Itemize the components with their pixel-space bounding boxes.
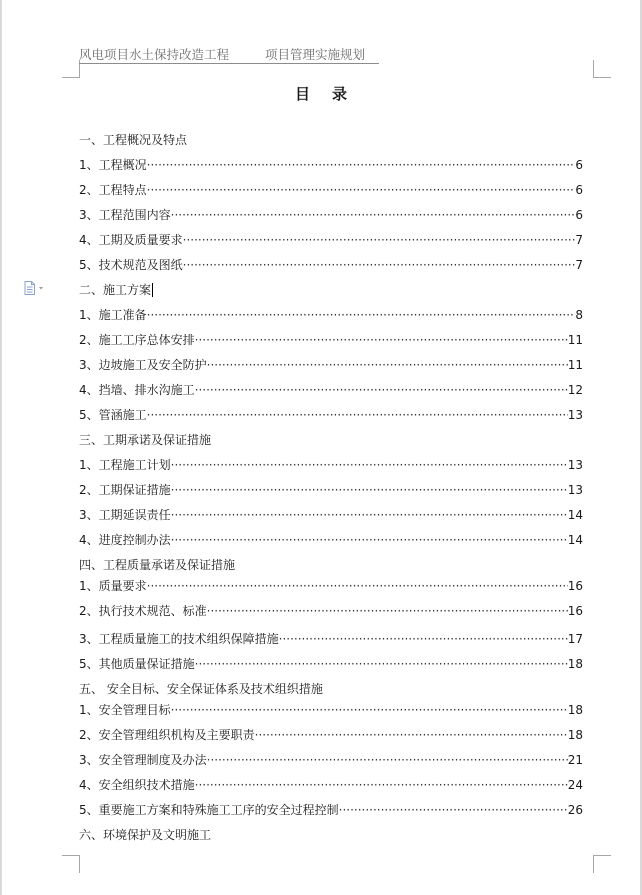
- toc-entry[interactable]: [79, 799, 583, 817]
- toc-entry-label: 1、工程概况: [79, 158, 147, 172]
- toc-entry-label: 3、工程质量施工的技术组织保障措施: [79, 632, 279, 646]
- toc-entry[interactable]: [79, 749, 583, 767]
- toc-entry-label: 1、安全管理目标: [79, 703, 171, 717]
- toc-dot-leader: [183, 258, 576, 272]
- toc-entry[interactable]: [79, 304, 583, 322]
- toc-dot-leader: [147, 408, 568, 422]
- toc-page-number: 8: [575, 308, 583, 322]
- toc-entry[interactable]: [79, 379, 583, 397]
- toc-section-heading[interactable]: [79, 429, 211, 447]
- toc-entry-label: 3、安全管理制度及办法: [79, 753, 207, 767]
- crop-mark-bottom-right: [593, 855, 611, 873]
- toc-dot-leader: [279, 632, 568, 646]
- toc-entry[interactable]: [79, 404, 583, 422]
- toc-page-number: 12: [567, 383, 583, 397]
- toc-section-label: 二、施工方案: [79, 283, 152, 297]
- toc-dot-leader: [171, 483, 568, 497]
- text-cursor: [152, 283, 153, 297]
- toc-entry[interactable]: [79, 600, 583, 618]
- toc-dot-leader: [183, 233, 576, 247]
- toc-page-number: 16: [567, 604, 583, 618]
- toc-section-label: 四、工程质量承诺及保证措施: [79, 558, 236, 572]
- toc-page-number: 18: [567, 703, 583, 717]
- toc-section-label: 五、 安全目标、安全保证体系及技术组织措施: [79, 682, 323, 696]
- toc-entry-label: 5、其他质量保证措施: [79, 657, 195, 671]
- document-options-icon[interactable]: [24, 280, 46, 294]
- page-edge-left: [0, 0, 2, 895]
- toc-entry-label: 3、边坡施工及安全防护: [79, 358, 207, 372]
- toc-dot-leader: [207, 604, 568, 618]
- toc-section-heading[interactable]: [79, 554, 235, 572]
- toc-entry[interactable]: [79, 699, 583, 717]
- toc-dot-leader: [339, 803, 568, 817]
- toc-dot-leader: [195, 778, 568, 792]
- toc-entry-label: 3、工期延误责任: [79, 508, 171, 522]
- toc-section-heading[interactable]: [79, 279, 153, 297]
- toc-page-number: 24: [567, 778, 583, 792]
- toc-entry[interactable]: [79, 575, 583, 593]
- toc-entry[interactable]: [79, 774, 583, 792]
- toc-dot-leader: [147, 183, 576, 197]
- toc-dot-leader: [147, 308, 576, 322]
- toc-dot-leader: [195, 333, 568, 347]
- crop-mark-top-right: [593, 60, 611, 78]
- toc-entry[interactable]: [79, 254, 583, 272]
- toc-section-label: 六、环境保护及文明施工: [79, 828, 212, 842]
- toc-entry[interactable]: [79, 724, 583, 742]
- toc-dot-leader: [147, 579, 568, 593]
- toc-dot-leader: [171, 208, 576, 222]
- toc-entry[interactable]: [79, 329, 583, 347]
- toc-entry[interactable]: [79, 529, 583, 547]
- toc-entry-label: 1、工程施工计划: [79, 458, 171, 472]
- crop-mark-bottom-left: [62, 855, 80, 873]
- toc-entry-label: 5、技术规范及图纸: [79, 258, 183, 272]
- toc-dot-leader: [255, 728, 568, 742]
- toc-entry-label: 2、工期保证措施: [79, 483, 171, 497]
- toc-page-number: 6: [575, 183, 583, 197]
- toc-page-number: 7: [575, 233, 583, 247]
- toc-page-number: 11: [567, 333, 583, 347]
- toc-page-number: 6: [575, 208, 583, 222]
- toc-entry[interactable]: [79, 628, 583, 646]
- page-header: [79, 47, 379, 64]
- toc-dot-leader: [195, 657, 568, 671]
- toc-page-number: 18: [567, 657, 583, 671]
- toc-entry[interactable]: [79, 653, 583, 671]
- toc-entry[interactable]: [79, 354, 583, 372]
- toc-entry-label: 2、工程特点: [79, 183, 147, 197]
- toc-page-number: 7: [575, 258, 583, 272]
- toc-entry[interactable]: [79, 504, 583, 522]
- crop-mark-top-left: [62, 60, 80, 78]
- toc-page-number: 16: [567, 579, 583, 593]
- toc-page-number: 13: [567, 408, 583, 422]
- toc-dot-leader: [147, 158, 576, 172]
- toc-page-number: 11: [567, 358, 583, 372]
- toc-page-number: 6: [575, 158, 583, 172]
- toc-page-number: 13: [567, 458, 583, 472]
- toc-page-number: 17: [567, 632, 583, 646]
- toc-entry-label: 4、安全组织技术措施: [79, 778, 195, 792]
- toc-entry-label: 4、挡墙、排水沟施工: [79, 383, 195, 397]
- toc-entry-label: 2、安全管理组织机构及主要职责: [79, 728, 255, 742]
- toc-page-number: 14: [567, 508, 583, 522]
- toc-entry-label: 1、施工准备: [79, 308, 147, 322]
- toc-entry-label: 5、管涵施工: [79, 408, 147, 422]
- toc-page-number: 14: [567, 533, 583, 547]
- toc-entry-label: 2、执行技术规范、标准: [79, 604, 207, 618]
- toc-dot-leader: [195, 383, 568, 397]
- toc-entry-label: 2、施工工序总体安排: [79, 333, 195, 347]
- toc-page-number: 18: [567, 728, 583, 742]
- toc-entry[interactable]: [79, 204, 583, 222]
- toc-dot-leader: [171, 458, 568, 472]
- toc-entry[interactable]: [79, 154, 583, 172]
- toc-dot-leader: [171, 508, 568, 522]
- toc-dot-leader: [207, 358, 568, 372]
- toc-page-number: 26: [567, 803, 583, 817]
- toc-entry[interactable]: [79, 179, 583, 197]
- toc-page-number: 13: [567, 483, 583, 497]
- toc-entry-label: 3、工程范围内容: [79, 208, 171, 222]
- toc-entry-label: 4、工期及质量要求: [79, 233, 183, 247]
- toc-section-label: 三、工期承诺及保证措施: [79, 433, 212, 447]
- toc-entry[interactable]: [79, 479, 583, 497]
- toc-title: 目录: [294, 85, 369, 103]
- header-right-text: 项目管理实施规划: [265, 47, 366, 62]
- toc-entry-label: 4、进度控制办法: [79, 533, 171, 547]
- toc-page-number: 21: [567, 753, 583, 767]
- header-left-text: 风电项目水土保持改造工程: [79, 47, 230, 62]
- toc-section-heading[interactable]: [79, 824, 211, 842]
- toc-entry[interactable]: [79, 229, 583, 247]
- toc-section-label: 一、工程概况及特点: [79, 133, 188, 147]
- toc-entry[interactable]: [79, 454, 583, 472]
- toc-section-heading[interactable]: [79, 678, 323, 696]
- toc-dot-leader: [207, 753, 568, 767]
- toc-section-heading[interactable]: [79, 129, 187, 147]
- toc-entry-label: 1、质量要求: [79, 579, 147, 593]
- toc-dot-leader: [171, 533, 568, 547]
- toc-entry-label: 5、重要施工方案和特殊施工工序的安全过程控制: [79, 803, 339, 817]
- toc-dot-leader: [171, 703, 568, 717]
